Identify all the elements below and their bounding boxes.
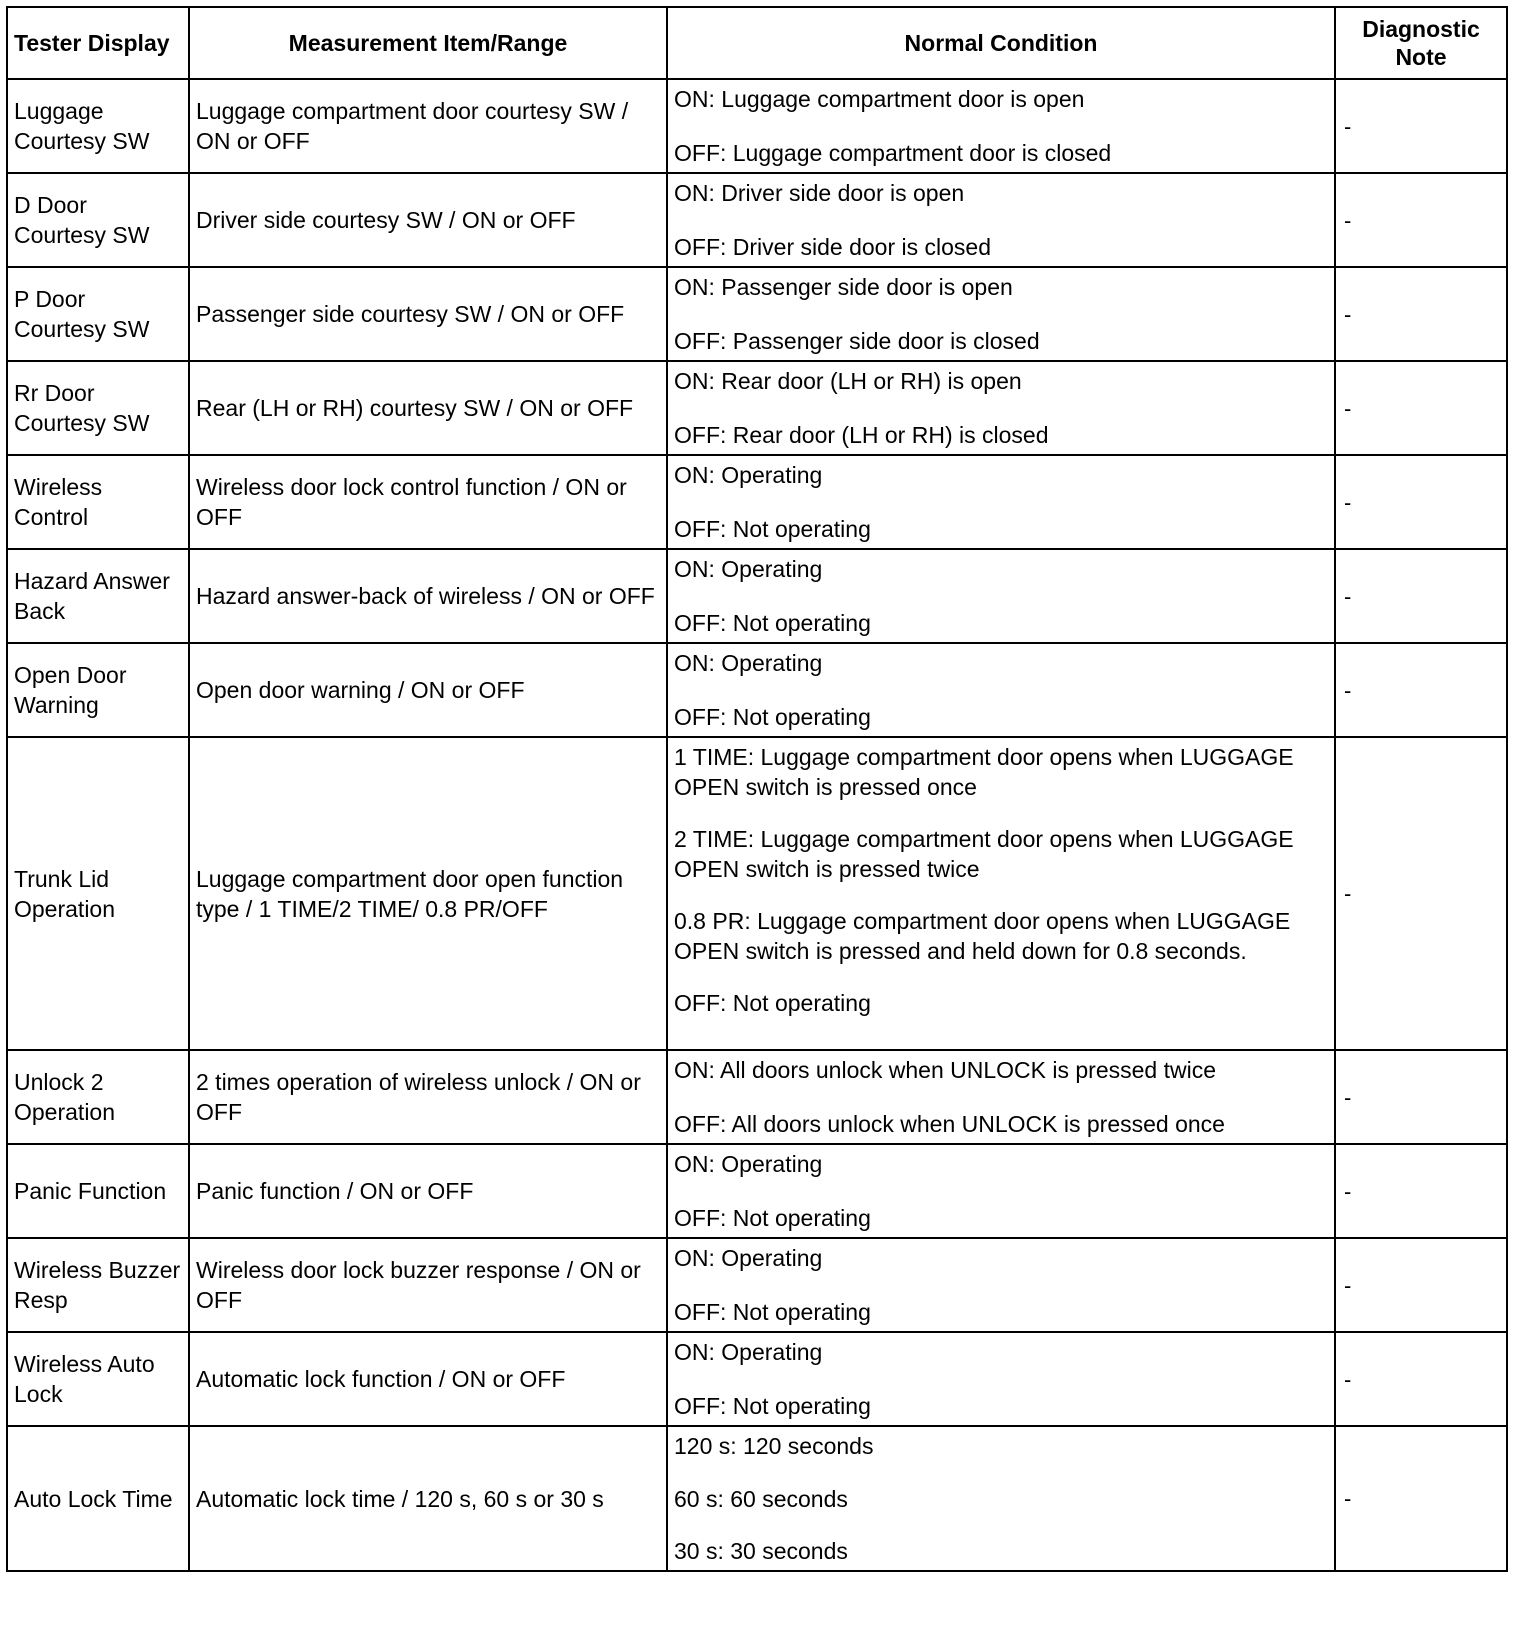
header-diagnostic-note: Diagnostic Note	[1335, 7, 1507, 79]
table-row	[7, 1238, 1507, 1332]
condition-line: ON: Operating	[674, 650, 823, 676]
condition-line: 1 TIME: Luggage compartment door opens when LUGGAGE OPEN switch is pressed once	[674, 744, 1294, 800]
table-row	[7, 361, 1507, 455]
condition-line: ON: Passenger side door is open	[674, 274, 1013, 300]
cell-measurement: Wireless door lock buzzer response / ON or OFF	[189, 1238, 667, 1332]
table-row	[7, 1050, 1507, 1144]
diagnostic-note-text: -	[1344, 881, 1352, 906]
cell-tester-display: Wireless Auto Lock	[7, 1332, 189, 1426]
cell-measurement: Rear (LH or RH) courtesy SW / ON or OFF	[189, 361, 667, 455]
cell-tester-display: Trunk Lid Operation	[7, 737, 189, 1050]
cell-tester-display: Panic Function	[7, 1144, 189, 1238]
cell-tester-display: Unlock 2 Operation	[7, 1050, 189, 1144]
diagnostic-note-text: -	[1344, 1486, 1352, 1511]
condition-line: ON: Operating	[674, 1151, 823, 1177]
cell-tester-display: Hazard Answer Back	[7, 549, 189, 643]
header-normal-condition: Normal Condition	[667, 7, 1335, 79]
table-row	[7, 737, 1507, 1050]
header-measurement: Measurement Item/Range	[189, 7, 667, 79]
condition-line: OFF: Not operating	[674, 1393, 871, 1419]
condition-line: OFF: Not operating	[674, 990, 871, 1016]
condition-line: 60 s: 60 seconds	[674, 1485, 848, 1512]
cell-normal-condition	[667, 173, 1335, 267]
cell-normal-condition	[667, 1238, 1335, 1332]
condition-line: ON: Driver side door is open	[674, 180, 965, 206]
condition-line: OFF: Not operating	[674, 704, 871, 730]
table-row	[7, 549, 1507, 643]
condition-line: ON: Operating	[674, 1339, 823, 1365]
table-row	[7, 1332, 1507, 1426]
cell-tester-display: P Door Courtesy SW	[7, 267, 189, 361]
cell-normal-condition	[667, 1332, 1335, 1426]
table-row	[7, 1144, 1507, 1238]
cell-measurement: Luggage compartment door open function type / 1 TIME/2 TIME/ 0.8 PR/OFF	[189, 737, 667, 1050]
cell-diagnostic-note	[1335, 79, 1507, 173]
cell-tester-display: Luggage Courtesy SW	[7, 79, 189, 173]
table-header-row	[7, 7, 1507, 79]
cell-diagnostic-note	[1335, 1426, 1507, 1571]
cell-normal-condition	[667, 455, 1335, 549]
condition-line: OFF: Not operating	[674, 610, 871, 636]
cell-diagnostic-note	[1335, 173, 1507, 267]
condition-line: OFF: Not operating	[674, 516, 871, 542]
cell-diagnostic-note	[1335, 1332, 1507, 1426]
table-row	[7, 173, 1507, 267]
cell-normal-condition	[667, 267, 1335, 361]
cell-diagnostic-note	[1335, 1144, 1507, 1238]
diagnostic-note-text: -	[1344, 395, 1352, 421]
cell-tester-display: Wireless Control	[7, 455, 189, 549]
condition-line: OFF: Luggage compartment door is closed	[674, 140, 1112, 166]
cell-normal-condition	[667, 79, 1335, 173]
cell-diagnostic-note	[1335, 549, 1507, 643]
condition-line: OFF: Driver side door is closed	[674, 234, 991, 260]
condition-line: OFF: Passenger side door is closed	[674, 328, 1040, 354]
cell-measurement: Automatic lock function / ON or OFF	[189, 1332, 667, 1426]
cell-diagnostic-note	[1335, 455, 1507, 549]
condition-line: OFF: Not operating	[674, 1299, 871, 1325]
cell-measurement: Panic function / ON or OFF	[189, 1144, 667, 1238]
condition-line: 30 s: 30 seconds	[674, 1538, 848, 1564]
cell-diagnostic-note	[1335, 1238, 1507, 1332]
cell-measurement: Passenger side courtesy SW / ON or OFF	[189, 267, 667, 361]
condition-line: OFF: Not operating	[674, 1205, 871, 1231]
condition-line: ON: Rear door (LH or RH) is open	[674, 368, 1022, 394]
cell-tester-display: Wireless Buzzer Resp	[7, 1238, 189, 1332]
cell-normal-condition	[667, 737, 1335, 1050]
table-row	[7, 267, 1507, 361]
diagnostic-note-text: -	[1344, 1178, 1352, 1204]
cell-diagnostic-note	[1335, 267, 1507, 361]
condition-line: 2 TIME: Luggage compartment door opens when LUGGAGE OPEN switch is pressed twice	[674, 826, 1294, 882]
cell-measurement: Luggage compartment door courtesy SW / ON or OFF	[189, 79, 667, 173]
diagnostic-note-text: -	[1344, 1272, 1352, 1298]
cell-normal-condition	[667, 1144, 1335, 1238]
cell-normal-condition	[667, 1426, 1335, 1571]
table-row	[7, 79, 1507, 173]
cell-tester-display: D Door Courtesy SW	[7, 173, 189, 267]
condition-line: 0.8 PR: Luggage compartment door opens when LUGGAGE OPEN switch is pressed and held down for 0.8 seconds.	[674, 908, 1291, 964]
cell-diagnostic-note	[1335, 643, 1507, 737]
diagnostic-note-text: -	[1344, 583, 1352, 609]
cell-diagnostic-note	[1335, 1050, 1507, 1144]
cell-measurement: Wireless door lock control function / ON or OFF	[189, 455, 667, 549]
table-body	[7, 79, 1507, 1571]
diagnostic-note-text: -	[1344, 677, 1352, 703]
diagnostic-note-text: -	[1344, 113, 1352, 139]
table-row	[7, 1426, 1507, 1571]
table-row	[7, 643, 1507, 737]
cell-measurement: 2 times operation of wireless unlock / ON or OFF	[189, 1050, 667, 1144]
condition-line: ON: Operating	[674, 462, 823, 488]
condition-line: ON: All doors unlock when UNLOCK is pressed twice	[674, 1057, 1216, 1083]
cell-diagnostic-note	[1335, 361, 1507, 455]
condition-line: OFF: All doors unlock when UNLOCK is pressed once	[674, 1111, 1225, 1137]
cell-tester-display: Open Door Warning	[7, 643, 189, 737]
diagnostic-note-text: -	[1344, 1366, 1352, 1392]
cell-normal-condition	[667, 361, 1335, 455]
cell-normal-condition	[667, 549, 1335, 643]
diagnostic-note-text: -	[1344, 301, 1352, 327]
condition-line: ON: Operating	[674, 556, 823, 582]
cell-normal-condition	[667, 1050, 1335, 1144]
cell-normal-condition	[667, 643, 1335, 737]
diagnostic-data-table	[6, 6, 1508, 1572]
condition-line: ON: Operating	[674, 1245, 823, 1271]
header-tester-display: Tester Display	[7, 7, 189, 79]
cell-tester-display: Rr Door Courtesy SW	[7, 361, 189, 455]
table-row	[7, 455, 1507, 549]
cell-measurement: Driver side courtesy SW / ON or OFF	[189, 173, 667, 267]
cell-measurement: Open door warning / ON or OFF	[189, 643, 667, 737]
diagnostic-note-text: -	[1344, 1084, 1352, 1110]
diagnostic-note-text: -	[1344, 489, 1352, 515]
cell-measurement: Hazard answer-back of wireless / ON or OFF	[189, 549, 667, 643]
condition-line: 120 s: 120 seconds	[674, 1433, 874, 1459]
condition-line: OFF: Rear door (LH or RH) is closed	[674, 422, 1049, 448]
cell-measurement: Automatic lock time / 120 s, 60 s or 30 s	[189, 1426, 667, 1571]
cell-tester-display: Auto Lock Time	[7, 1426, 189, 1571]
diagnostic-note-text: -	[1344, 207, 1352, 233]
cell-diagnostic-note	[1335, 737, 1507, 1050]
condition-line: ON: Luggage compartment door is open	[674, 86, 1085, 112]
